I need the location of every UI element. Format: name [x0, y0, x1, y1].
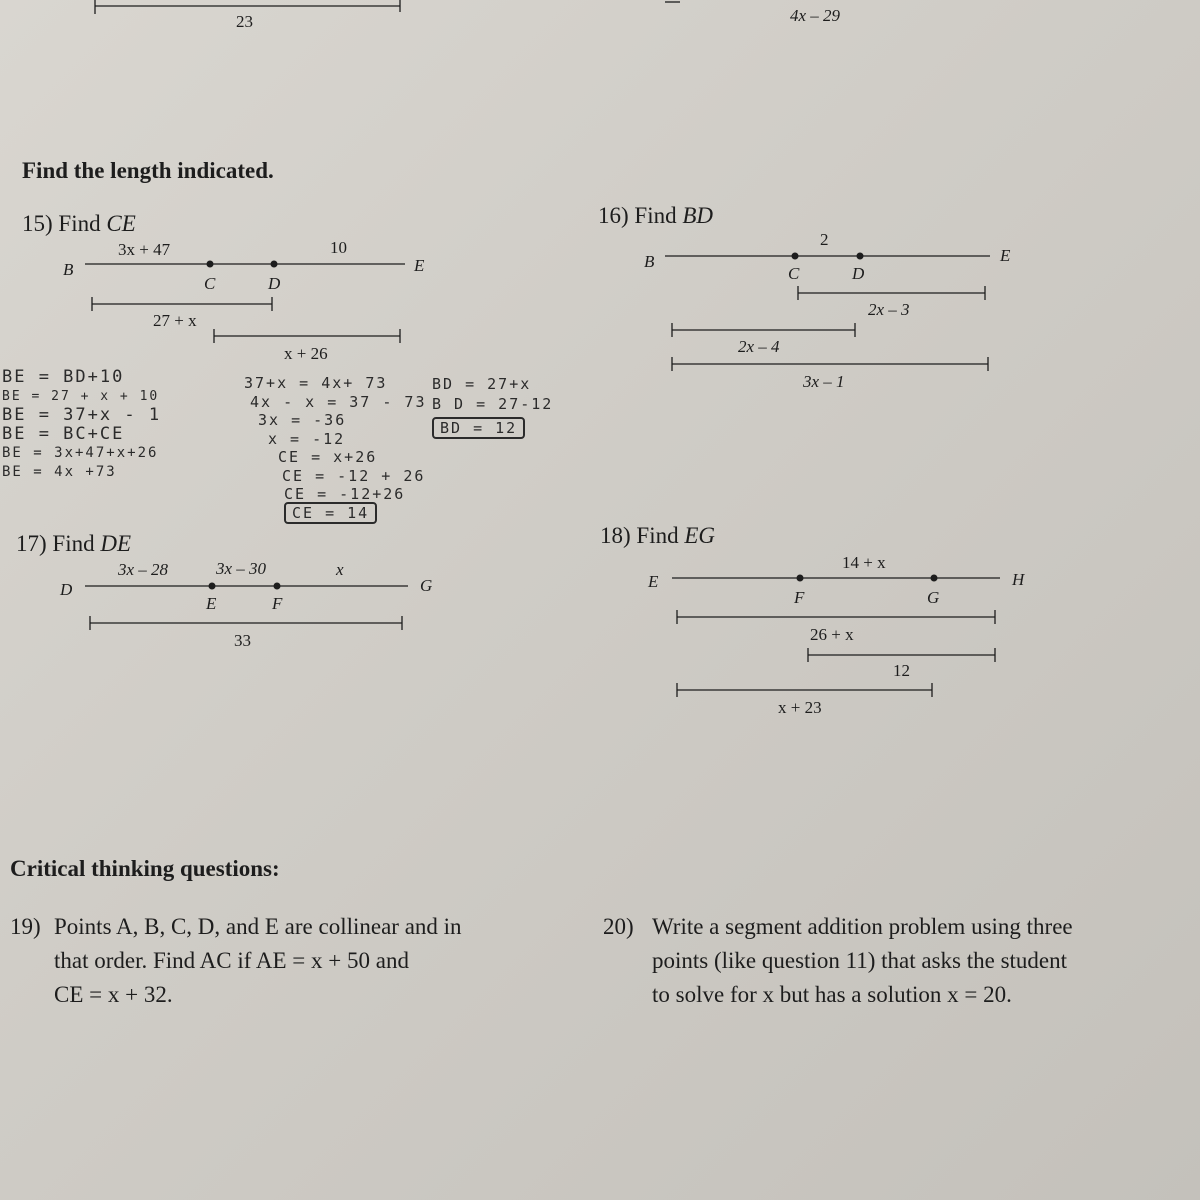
q20-line: Write a segment addition problem using three	[652, 914, 1073, 939]
q18-label-fg: 14 + x	[842, 553, 886, 572]
q15-label-de: 10	[330, 238, 347, 257]
q17-point-f	[274, 583, 281, 590]
q15-work-right	[432, 374, 553, 438]
q15-title	[22, 211, 136, 237]
q15-label-ce: x + 26	[284, 344, 328, 363]
q17-point-g-label: G	[420, 576, 433, 595]
q18-point-f	[797, 575, 804, 582]
work-line: 3x = -36	[258, 411, 347, 429]
q16-point-b-label: B	[644, 252, 655, 271]
q20	[603, 910, 1073, 1012]
work-line: BE = 27 + x + 10	[2, 389, 160, 404]
q19-line: Points A, B, C, D, and E are collinear and in	[54, 914, 462, 939]
q16-label-ce: 2x – 3	[868, 300, 910, 319]
work-line: x = -12	[268, 429, 346, 448]
q16-point-d	[857, 253, 864, 260]
work-line: CE = x+26	[278, 448, 378, 466]
q18-target: EG	[684, 523, 716, 548]
work-line: BE = BC+CE	[2, 424, 125, 444]
q18-label-eh: 26 + x	[810, 625, 854, 644]
q16-point-c	[792, 253, 799, 260]
q16-number: 16)	[598, 203, 629, 228]
q19-number: 19)	[10, 914, 41, 939]
q16-prompt: Find	[634, 203, 677, 228]
q17-prompt: Find	[52, 531, 95, 556]
q19-text	[54, 910, 462, 1012]
q15-bd-wrap	[432, 418, 553, 438]
q20-line: to solve for x but has a solution x = 20.	[652, 982, 1012, 1007]
work-line: CE = -12+26	[284, 485, 406, 503]
q16-point-e-label: E	[1000, 246, 1011, 265]
q16-point-c-label: C	[788, 264, 800, 283]
work-line: CE = -12 + 26	[282, 466, 426, 485]
q18-prompt: Find	[636, 523, 679, 548]
q17-point-e-label: E	[206, 594, 217, 613]
q18-label-fh: 12	[893, 661, 910, 680]
work-line: BE = 3x+47+x+26	[2, 445, 159, 461]
q18-title	[600, 523, 715, 549]
section-heading: Find the length indicated.	[22, 158, 274, 183]
q18-point-f-label: F	[794, 588, 805, 607]
q20-line: points (like question 11) that asks the student	[652, 948, 1068, 973]
q15-label-bd: 27 + x	[153, 311, 197, 330]
work-line: BE = 4x +73	[2, 464, 117, 480]
critical-heading: Critical thinking questions:	[10, 856, 280, 881]
q17-label-ef: 3x – 30	[216, 559, 267, 578]
work-line: BD = 27+x	[432, 375, 532, 393]
q15-point-e-label: E	[414, 256, 425, 275]
q19	[10, 910, 462, 1012]
q17-label-de: 3x – 28	[118, 560, 169, 579]
q20-number: 20)	[603, 914, 634, 939]
q20-text	[652, 910, 1073, 1012]
top-right-label: 4x – 29	[790, 6, 841, 25]
q16-point-d-label: D	[852, 264, 865, 283]
q15-answer-box: CE = 14	[284, 502, 377, 524]
q15-point-c	[207, 261, 214, 268]
q19-line: CE = x + 32.	[54, 982, 173, 1007]
q17-point-f-label: F	[272, 594, 283, 613]
work-line: BE = BD+10	[2, 367, 125, 387]
q16-label-be: 3x – 1	[803, 372, 845, 391]
q17-point-e	[209, 583, 216, 590]
work-line: BE = 37+x - 1	[2, 405, 162, 425]
q18-point-e-label: E	[648, 572, 659, 591]
work-line: 4x - x = 37 - 73	[250, 392, 427, 411]
q16-target: BD	[682, 203, 714, 228]
q17-label-fg: x	[336, 560, 344, 579]
q18-point-g-label: G	[927, 588, 940, 607]
q18-label-eg: x + 23	[778, 698, 822, 717]
q15-point-d	[271, 261, 278, 268]
q15-work-left	[2, 368, 161, 482]
q18-point-g	[931, 575, 938, 582]
q15-prompt: Find	[58, 211, 101, 236]
q15-point-d-label: D	[268, 274, 281, 293]
q18-number: 18)	[600, 523, 631, 548]
q17-target: DE	[100, 531, 132, 556]
q17-label-dg: 33	[234, 631, 251, 650]
q19-line: that order. Find AC if AE = x + 50 and	[54, 948, 409, 973]
q17-number: 17)	[16, 531, 47, 556]
work-line: B D = 27-12	[432, 395, 554, 413]
q15-target: CE	[106, 211, 136, 236]
q17-title	[16, 531, 131, 557]
q15-point-b-label: B	[63, 260, 74, 279]
work-line: 37+x = 4x+ 73	[244, 374, 388, 392]
q16-title	[598, 203, 713, 229]
top-left-label: 23	[236, 12, 253, 31]
q15-number: 15)	[22, 211, 53, 236]
q15-work-mid	[244, 374, 427, 522]
q15-point-c-label: C	[204, 274, 216, 293]
q15-label-bc: 3x + 47	[118, 240, 171, 259]
q15-bd-box: BD = 12	[432, 417, 525, 439]
q17-point-d-label: D	[60, 580, 73, 599]
q15-answer-wrap	[244, 504, 427, 523]
q18-point-h-label: H	[1012, 570, 1025, 589]
q16-label-cd: 2	[820, 230, 829, 249]
q16-label-bd: 2x – 4	[738, 337, 780, 356]
